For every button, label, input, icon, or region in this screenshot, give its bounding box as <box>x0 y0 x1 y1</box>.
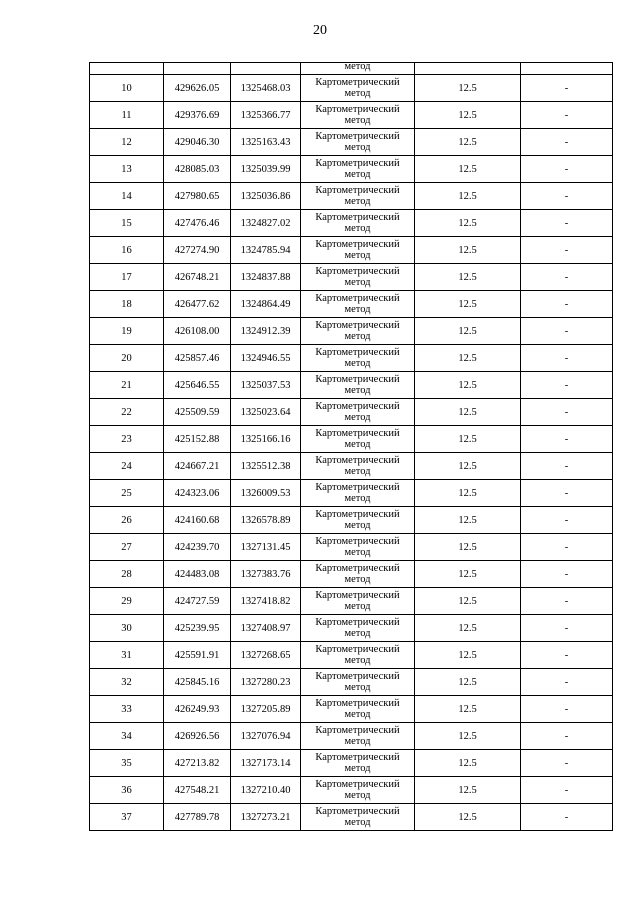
cell-point-number: 26 <box>90 507 164 534</box>
cell-accuracy: 12.5 <box>415 264 521 291</box>
method-line-2: метод <box>344 223 371 234</box>
method-line-2: метод <box>344 790 371 801</box>
cell-note: - <box>521 534 613 561</box>
cell-note: - <box>521 723 613 750</box>
cell-point-number: 12 <box>90 129 164 156</box>
cell-note: - <box>521 669 613 696</box>
cell-method <box>301 210 415 237</box>
method-line-2: метод <box>344 574 371 585</box>
method-line-2: метод <box>344 493 371 504</box>
method-line-1: Картометрический <box>315 536 400 547</box>
cell-y-coordinate: 1325037.53 <box>231 372 301 399</box>
cell-method <box>301 102 415 129</box>
cell-accuracy: 12.5 <box>415 237 521 264</box>
method-line-1: Картометрический <box>315 185 400 196</box>
cell-accuracy: 12.5 <box>415 291 521 318</box>
cell-accuracy: 12.5 <box>415 372 521 399</box>
method-line-2: метод <box>344 277 371 288</box>
table-row <box>90 642 613 669</box>
cell-y-coordinate: 1325039.99 <box>231 156 301 183</box>
table-row <box>90 615 613 642</box>
cell-accuracy: 12.5 <box>415 723 521 750</box>
cell-method <box>301 588 415 615</box>
method-line-1: Картометрический <box>315 482 400 493</box>
cell-note: - <box>521 696 613 723</box>
method-line-2: метод <box>344 331 371 342</box>
cell-note: - <box>521 507 613 534</box>
cell-y-coordinate: 1324946.55 <box>231 345 301 372</box>
method-line-1: Картометрический <box>315 239 400 250</box>
cell-point-number: 35 <box>90 750 164 777</box>
cell-x-coordinate: 427789.78 <box>164 804 231 831</box>
cell-accuracy: 12.5 <box>415 318 521 345</box>
cell-method <box>301 804 415 831</box>
method-line-2: метод <box>344 304 371 315</box>
cell-note: - <box>521 345 613 372</box>
cell-method <box>301 183 415 210</box>
cell-method <box>301 129 415 156</box>
method-line-1: Картометрический <box>315 212 400 223</box>
cell-y-coordinate: 1326009.53 <box>231 480 301 507</box>
table-row <box>90 156 613 183</box>
cell-method <box>301 426 415 453</box>
cell-x-coordinate: 425509.59 <box>164 399 231 426</box>
cell-empty <box>164 63 231 75</box>
cell-method <box>301 291 415 318</box>
method-line-1: Картометрический <box>315 374 400 385</box>
cell-y-coordinate: 1324864.49 <box>231 291 301 318</box>
cell-point-number: 11 <box>90 102 164 129</box>
cell-y-coordinate: 1327418.82 <box>231 588 301 615</box>
method-line-2: метод <box>344 88 371 99</box>
cell-accuracy: 12.5 <box>415 777 521 804</box>
cell-point-number: 15 <box>90 210 164 237</box>
method-line-2: метод <box>344 196 371 207</box>
cell-y-coordinate: 1324827.02 <box>231 210 301 237</box>
cell-x-coordinate: 427476.46 <box>164 210 231 237</box>
cell-point-number: 36 <box>90 777 164 804</box>
cell-note: - <box>521 291 613 318</box>
method-line-2: метод <box>344 547 371 558</box>
cell-accuracy: 12.5 <box>415 345 521 372</box>
cell-accuracy: 12.5 <box>415 507 521 534</box>
cell-method <box>301 534 415 561</box>
cell-accuracy: 12.5 <box>415 210 521 237</box>
method-line-2: метод <box>344 142 371 153</box>
table-row <box>90 210 613 237</box>
cell-y-coordinate: 1325512.38 <box>231 453 301 480</box>
cell-accuracy: 12.5 <box>415 426 521 453</box>
cell-accuracy: 12.5 <box>415 102 521 129</box>
cell-x-coordinate: 425152.88 <box>164 426 231 453</box>
cell-x-coordinate: 427213.82 <box>164 750 231 777</box>
continuation-row <box>90 63 613 75</box>
cell-y-coordinate: 1327268.65 <box>231 642 301 669</box>
cell-y-coordinate: 1325366.77 <box>231 102 301 129</box>
cell-method <box>301 750 415 777</box>
table-row <box>90 345 613 372</box>
cell-y-coordinate: 1325166.16 <box>231 426 301 453</box>
method-line-2: метод <box>344 628 371 639</box>
table-row <box>90 588 613 615</box>
method-line-1: Картометрический <box>315 509 400 520</box>
method-line-1: Картометрический <box>315 266 400 277</box>
method-line-2: метод <box>344 655 371 666</box>
cell-method <box>301 669 415 696</box>
cell-method <box>301 642 415 669</box>
cell-empty <box>415 63 521 75</box>
cell-method <box>301 75 415 102</box>
cell-accuracy: 12.5 <box>415 399 521 426</box>
cell-x-coordinate: 426748.21 <box>164 264 231 291</box>
cell-point-number: 17 <box>90 264 164 291</box>
table-row <box>90 507 613 534</box>
table-row <box>90 534 613 561</box>
cell-method <box>301 696 415 723</box>
cell-point-number: 33 <box>90 696 164 723</box>
cell-point-number: 31 <box>90 642 164 669</box>
cell-point-number: 25 <box>90 480 164 507</box>
cell-point-number: 10 <box>90 75 164 102</box>
method-line-1: Картометрический <box>315 779 400 790</box>
cell-accuracy: 12.5 <box>415 183 521 210</box>
cell-x-coordinate: 424160.68 <box>164 507 231 534</box>
table-row <box>90 264 613 291</box>
cell-y-coordinate: 1327280.23 <box>231 669 301 696</box>
cell-x-coordinate: 427548.21 <box>164 777 231 804</box>
coordinates-table <box>89 62 613 831</box>
method-line-1: Картометрический <box>315 617 400 628</box>
cell-y-coordinate: 1327131.45 <box>231 534 301 561</box>
method-line-2: метод <box>344 115 371 126</box>
cell-note: - <box>521 156 613 183</box>
cell-y-coordinate: 1325468.03 <box>231 75 301 102</box>
cell-point-number: 27 <box>90 534 164 561</box>
cell-y-coordinate: 1324912.39 <box>231 318 301 345</box>
cell-note: - <box>521 210 613 237</box>
cell-point-number: 32 <box>90 669 164 696</box>
cell-y-coordinate: 1326578.89 <box>231 507 301 534</box>
cell-point-number: 20 <box>90 345 164 372</box>
table-row <box>90 237 613 264</box>
cell-note: - <box>521 426 613 453</box>
cell-x-coordinate: 424667.21 <box>164 453 231 480</box>
method-line-1: Картометрический <box>315 77 400 88</box>
cell-y-coordinate: 1327173.14 <box>231 750 301 777</box>
method-line-2: метод <box>344 736 371 747</box>
method-line-1: Картометрический <box>315 725 400 736</box>
table-row <box>90 669 613 696</box>
method-line-2: метод <box>344 709 371 720</box>
cell-x-coordinate: 424239.70 <box>164 534 231 561</box>
cell-method <box>301 615 415 642</box>
cell-x-coordinate: 425646.55 <box>164 372 231 399</box>
method-line-2: метод <box>344 601 371 612</box>
cell-accuracy: 12.5 <box>415 804 521 831</box>
table-row <box>90 129 613 156</box>
cell-y-coordinate: 1327408.97 <box>231 615 301 642</box>
cell-accuracy: 12.5 <box>415 75 521 102</box>
table-row <box>90 480 613 507</box>
cell-note: - <box>521 480 613 507</box>
cell-y-coordinate: 1327076.94 <box>231 723 301 750</box>
cell-method <box>301 372 415 399</box>
cell-y-coordinate: 1327205.89 <box>231 696 301 723</box>
cell-point-number: 14 <box>90 183 164 210</box>
cell-x-coordinate: 424483.08 <box>164 561 231 588</box>
table-row <box>90 426 613 453</box>
cell-empty <box>231 63 301 75</box>
cell-method <box>301 507 415 534</box>
cell-accuracy: 12.5 <box>415 696 521 723</box>
cell-point-number: 28 <box>90 561 164 588</box>
cell-note: - <box>521 318 613 345</box>
cell-accuracy: 12.5 <box>415 453 521 480</box>
cell-note: - <box>521 372 613 399</box>
method-line-1: Картометрический <box>315 131 400 142</box>
cell-accuracy: 12.5 <box>415 561 521 588</box>
cell-point-number: 18 <box>90 291 164 318</box>
method-continuation-text: метод <box>344 62 371 72</box>
cell-method <box>301 264 415 291</box>
cell-note: - <box>521 399 613 426</box>
cell-x-coordinate: 425857.46 <box>164 345 231 372</box>
cell-method <box>301 777 415 804</box>
cell-note: - <box>521 615 613 642</box>
cell-x-coordinate: 427274.90 <box>164 237 231 264</box>
table-row <box>90 291 613 318</box>
cell-x-coordinate: 425591.91 <box>164 642 231 669</box>
cell-note: - <box>521 183 613 210</box>
cell-note: - <box>521 804 613 831</box>
cell-method <box>301 561 415 588</box>
cell-x-coordinate: 428085.03 <box>164 156 231 183</box>
method-line-1: Картометрический <box>315 428 400 439</box>
table-row <box>90 399 613 426</box>
cell-accuracy: 12.5 <box>415 615 521 642</box>
table-row <box>90 750 613 777</box>
method-line-2: метод <box>344 520 371 531</box>
table-body <box>90 63 613 831</box>
cell-y-coordinate: 1325163.43 <box>231 129 301 156</box>
table-row <box>90 372 613 399</box>
cell-point-number: 24 <box>90 453 164 480</box>
cell-x-coordinate: 426926.56 <box>164 723 231 750</box>
method-line-2: метод <box>344 682 371 693</box>
cell-accuracy: 12.5 <box>415 156 521 183</box>
table-row <box>90 453 613 480</box>
cell-x-coordinate: 424727.59 <box>164 588 231 615</box>
cell-point-number: 13 <box>90 156 164 183</box>
method-line-2: метод <box>344 439 371 450</box>
cell-accuracy: 12.5 <box>415 750 521 777</box>
method-line-2: метод <box>344 358 371 369</box>
method-line-1: Картометрический <box>315 347 400 358</box>
cell-point-number: 22 <box>90 399 164 426</box>
cell-note: - <box>521 129 613 156</box>
cell-note: - <box>521 588 613 615</box>
method-line-2: метод <box>344 466 371 477</box>
cell-method <box>301 156 415 183</box>
cell-method <box>301 237 415 264</box>
cell-x-coordinate: 424323.06 <box>164 480 231 507</box>
cell-x-coordinate: 427980.65 <box>164 183 231 210</box>
cell-method <box>301 480 415 507</box>
cell-x-coordinate: 429626.05 <box>164 75 231 102</box>
cell-x-coordinate: 426108.00 <box>164 318 231 345</box>
table-row <box>90 777 613 804</box>
cell-y-coordinate: 1327383.76 <box>231 561 301 588</box>
cell-note: - <box>521 237 613 264</box>
method-line-2: метод <box>344 169 371 180</box>
cell-x-coordinate: 425845.16 <box>164 669 231 696</box>
table-row <box>90 696 613 723</box>
cell-note: - <box>521 561 613 588</box>
cell-x-coordinate: 426249.93 <box>164 696 231 723</box>
cell-x-coordinate: 429376.69 <box>164 102 231 129</box>
method-line-2: метод <box>344 412 371 423</box>
cell-empty <box>90 63 164 75</box>
cell-method <box>301 399 415 426</box>
cell-accuracy: 12.5 <box>415 129 521 156</box>
method-line-1: Картометрический <box>315 401 400 412</box>
method-line-1: Картометрический <box>315 455 400 466</box>
cell-method <box>301 453 415 480</box>
cell-note: - <box>521 75 613 102</box>
cell-y-coordinate: 1324785.94 <box>231 237 301 264</box>
cell-y-coordinate: 1325023.64 <box>231 399 301 426</box>
cell-method <box>301 345 415 372</box>
cell-method <box>301 318 415 345</box>
method-line-1: Картометрический <box>315 158 400 169</box>
method-line-1: Картометрический <box>315 698 400 709</box>
cell-x-coordinate: 426477.62 <box>164 291 231 318</box>
cell-y-coordinate: 1325036.86 <box>231 183 301 210</box>
cell-note: - <box>521 453 613 480</box>
table-row <box>90 318 613 345</box>
method-line-1: Картометрический <box>315 671 400 682</box>
cell-note: - <box>521 642 613 669</box>
table-row <box>90 75 613 102</box>
method-line-1: Картометрический <box>315 563 400 574</box>
cell-accuracy: 12.5 <box>415 534 521 561</box>
cell-y-coordinate: 1327210.40 <box>231 777 301 804</box>
method-line-2: метод <box>344 763 371 774</box>
method-line-1: Картометрический <box>315 644 400 655</box>
cell-empty <box>521 63 613 75</box>
cell-y-coordinate: 1324837.88 <box>231 264 301 291</box>
cell-point-number: 19 <box>90 318 164 345</box>
cell-accuracy: 12.5 <box>415 642 521 669</box>
cell-note: - <box>521 264 613 291</box>
method-line-2: метод <box>344 817 371 828</box>
cell-note: - <box>521 750 613 777</box>
cell-point-number: 34 <box>90 723 164 750</box>
table-row <box>90 561 613 588</box>
cell-accuracy: 12.5 <box>415 669 521 696</box>
cell-accuracy: 12.5 <box>415 588 521 615</box>
cell-point-number: 21 <box>90 372 164 399</box>
table-row <box>90 723 613 750</box>
method-line-1: Картометрический <box>315 806 400 817</box>
method-line-2: метод <box>344 385 371 396</box>
cell-note: - <box>521 102 613 129</box>
cell-point-number: 29 <box>90 588 164 615</box>
table-row <box>90 102 613 129</box>
cell-point-number: 37 <box>90 804 164 831</box>
cell-y-coordinate: 1327273.21 <box>231 804 301 831</box>
method-line-1: Картометрический <box>315 590 400 601</box>
page-number: 20 <box>313 23 327 38</box>
method-line-1: Картометрический <box>315 104 400 115</box>
cell-note: - <box>521 777 613 804</box>
table-row <box>90 804 613 831</box>
cell-method-continuation <box>301 63 415 75</box>
method-line-1: Картометрический <box>315 752 400 763</box>
cell-point-number: 16 <box>90 237 164 264</box>
table-row <box>90 183 613 210</box>
method-line-1: Картометрический <box>315 293 400 304</box>
cell-x-coordinate: 425239.95 <box>164 615 231 642</box>
cell-point-number: 23 <box>90 426 164 453</box>
method-line-2: метод <box>344 250 371 261</box>
cell-method <box>301 723 415 750</box>
cell-x-coordinate: 429046.30 <box>164 129 231 156</box>
cell-accuracy: 12.5 <box>415 480 521 507</box>
method-line-1: Картометрический <box>315 320 400 331</box>
cell-point-number: 30 <box>90 615 164 642</box>
